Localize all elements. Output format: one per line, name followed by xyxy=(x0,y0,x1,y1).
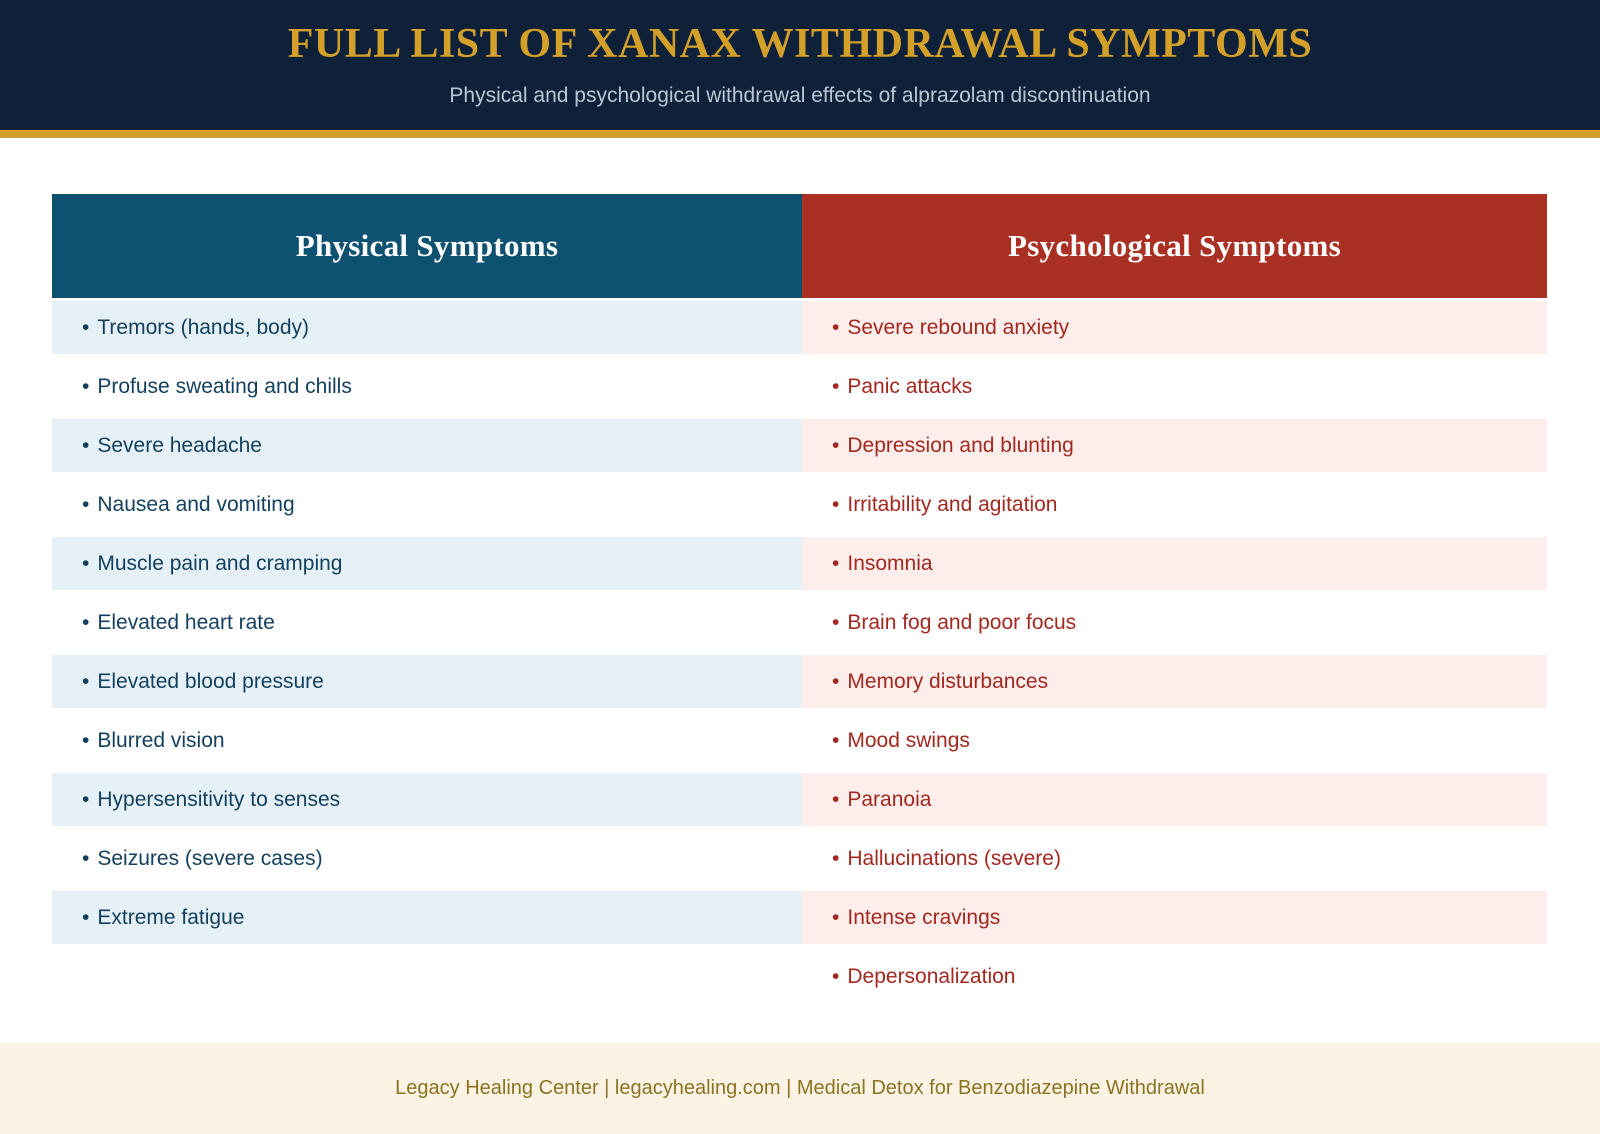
list-item-text-wrap xyxy=(802,770,1547,829)
list-item xyxy=(52,475,802,534)
list-item-text-wrap xyxy=(802,652,1547,711)
table-header-row xyxy=(52,194,1547,298)
list-item-label: Depression and blunting xyxy=(847,433,1074,457)
list-item-label: Irritability and agitation xyxy=(847,492,1058,516)
footer-bar xyxy=(0,1043,1600,1134)
page-title: FULL LIST OF XANAX WITHDRAWAL SYMPTOMS xyxy=(287,21,1313,67)
bullet-icon: • xyxy=(832,375,840,398)
bullet-icon: • xyxy=(82,670,90,693)
list-item xyxy=(802,357,1547,416)
list-item-text-wrap xyxy=(802,357,1547,416)
list-item-label: Severe rebound anxiety xyxy=(847,315,1070,339)
list-item-text-wrap xyxy=(802,711,1547,770)
column-header-physical-symptoms: Physical Symptoms xyxy=(52,194,802,298)
bullet-icon: • xyxy=(82,316,90,339)
list-item-label: Nausea and vomiting xyxy=(97,492,295,516)
bullet-icon: • xyxy=(832,611,840,634)
list-item-label: Tremors (hands, body) xyxy=(97,315,309,339)
list-item-label: Hypersensitivity to senses xyxy=(97,787,341,811)
list-item-text-wrap xyxy=(802,298,1547,357)
bullet-icon: • xyxy=(832,788,840,811)
list-item xyxy=(802,888,1547,947)
list-item xyxy=(52,593,802,652)
list-item-text-wrap xyxy=(52,475,802,534)
list-item xyxy=(52,416,802,475)
bullet-icon: • xyxy=(82,729,90,752)
list-item xyxy=(802,711,1547,770)
list-item-label: Intense cravings xyxy=(847,905,1001,929)
list-item xyxy=(52,534,802,593)
bullet-icon: • xyxy=(82,788,90,811)
list-item-text-wrap xyxy=(52,888,802,947)
list-item-label: Extreme fatigue xyxy=(97,905,245,929)
list-item-text-wrap xyxy=(52,298,802,357)
bullet-icon: • xyxy=(832,493,840,516)
list-item-text-wrap xyxy=(52,829,802,888)
bullet-icon: • xyxy=(82,375,90,398)
list-item-text-wrap xyxy=(802,947,1547,1006)
bullet-icon: • xyxy=(82,493,90,516)
bullet-icon: • xyxy=(832,670,840,693)
list-item-label: Elevated blood pressure xyxy=(97,669,324,693)
bullet-icon: • xyxy=(832,906,840,929)
symptoms-table xyxy=(52,194,1547,988)
list-item-text-wrap xyxy=(802,829,1547,888)
bullet-icon: • xyxy=(82,906,90,929)
header-banner xyxy=(0,0,1600,138)
list-item xyxy=(52,888,802,947)
bullet-icon: • xyxy=(832,729,840,752)
list-item xyxy=(802,534,1547,593)
list-item-label: Mood swings xyxy=(847,728,970,752)
list-item-text-wrap xyxy=(52,416,802,475)
list-item-text-wrap xyxy=(52,770,802,829)
bullet-icon: • xyxy=(832,552,840,575)
list-item xyxy=(802,475,1547,534)
list-item-label: Severe headache xyxy=(97,433,262,457)
list-item xyxy=(802,298,1547,357)
list-item xyxy=(802,770,1547,829)
list-item xyxy=(52,652,802,711)
bullet-icon: • xyxy=(832,965,840,988)
list-item xyxy=(52,829,802,888)
list-item-label: Hallucinations (severe) xyxy=(847,846,1061,870)
bullet-icon: • xyxy=(82,552,90,575)
column-physical-symptoms xyxy=(52,298,802,947)
list-item xyxy=(802,829,1547,888)
list-item-label: Memory disturbances xyxy=(847,669,1049,693)
list-item-text-wrap xyxy=(52,593,802,652)
list-item xyxy=(52,770,802,829)
list-item-text-wrap xyxy=(802,593,1547,652)
list-item-label: Muscle pain and cramping xyxy=(97,551,343,575)
page-subtitle: Physical and psychological withdrawal effects of alprazolam discontinuation xyxy=(449,84,1151,107)
bullet-icon: • xyxy=(832,316,840,339)
list-item-label: Brain fog and poor focus xyxy=(847,610,1077,634)
list-item-text-wrap xyxy=(52,534,802,593)
list-item-label: Depersonalization xyxy=(847,964,1016,988)
bullet-icon: • xyxy=(82,611,90,634)
list-item xyxy=(52,357,802,416)
list-item-label: Elevated heart rate xyxy=(97,610,275,634)
list-item-text-wrap xyxy=(802,416,1547,475)
bullet-icon: • xyxy=(82,434,90,457)
list-item xyxy=(52,298,802,357)
list-item-label: Paranoia xyxy=(847,787,932,811)
list-item xyxy=(802,947,1547,1006)
list-item xyxy=(802,652,1547,711)
list-item-label: Panic attacks xyxy=(847,374,973,398)
list-item xyxy=(802,416,1547,475)
column-header-psychological-symptoms: Psychological Symptoms xyxy=(802,194,1547,298)
list-item-text-wrap xyxy=(52,711,802,770)
list-item-label: Insomnia xyxy=(847,551,933,575)
list-item-text-wrap xyxy=(802,888,1547,947)
bullet-icon: • xyxy=(82,847,90,870)
list-item-text-wrap xyxy=(802,475,1547,534)
list-item xyxy=(52,711,802,770)
bullet-icon: • xyxy=(832,847,840,870)
column-psychological-symptoms xyxy=(802,298,1547,1006)
footer-attribution: Legacy Healing Center | legacyhealing.com | Medical Detox for Benzodiazepine Withdrawal xyxy=(395,1077,1205,1099)
list-item-text-wrap xyxy=(802,534,1547,593)
list-item-label: Profuse sweating and chills xyxy=(97,374,352,398)
list-item-text-wrap xyxy=(52,652,802,711)
list-item xyxy=(802,593,1547,652)
list-item-label: Seizures (severe cases) xyxy=(97,846,323,870)
list-item-label: Blurred vision xyxy=(97,728,225,752)
list-item-text-wrap xyxy=(52,357,802,416)
bullet-icon: • xyxy=(832,434,840,457)
